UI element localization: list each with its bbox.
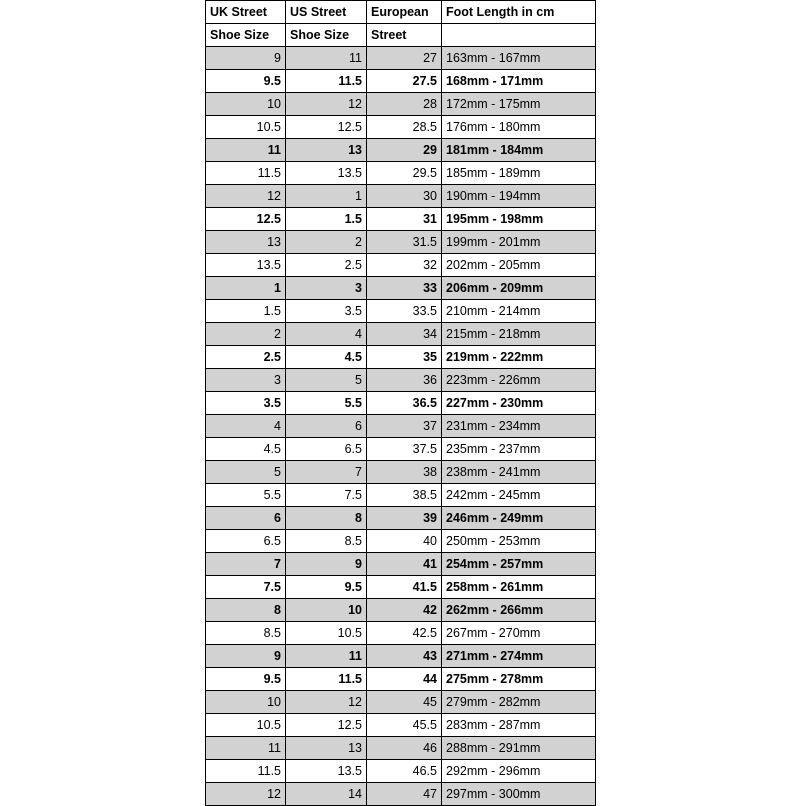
cell-us-size: 7	[286, 461, 367, 484]
cell-eu-size: 44	[367, 668, 442, 691]
cell-foot-length: 181mm - 184mm	[442, 139, 596, 162]
table-row	[206, 185, 596, 208]
cell-eu-size: 42	[367, 599, 442, 622]
cell-us-size: 3.5	[286, 300, 367, 323]
cell-eu-size: 45.5	[367, 714, 442, 737]
cell-foot-length: 250mm - 253mm	[442, 530, 596, 553]
cell-foot-length: 190mm - 194mm	[442, 185, 596, 208]
cell-foot-length: 231mm - 234mm	[442, 415, 596, 438]
table-row	[206, 714, 596, 737]
table-row	[206, 369, 596, 392]
cell-us-size: 4	[286, 323, 367, 346]
column-header-eu-2: Street	[367, 24, 442, 47]
cell-foot-length: 275mm - 278mm	[442, 668, 596, 691]
cell-foot-length: 292mm - 296mm	[442, 760, 596, 783]
table-row	[206, 277, 596, 300]
cell-foot-length: 271mm - 274mm	[442, 645, 596, 668]
table-row	[206, 507, 596, 530]
cell-eu-size: 43	[367, 645, 442, 668]
cell-us-size: 11	[286, 47, 367, 70]
cell-uk-size: 9	[206, 645, 286, 668]
cell-uk-size: 2	[206, 323, 286, 346]
cell-us-size: 12	[286, 691, 367, 714]
cell-foot-length: 185mm - 189mm	[442, 162, 596, 185]
cell-us-size: 10.5	[286, 622, 367, 645]
cell-uk-size: 12.5	[206, 208, 286, 231]
cell-eu-size: 45	[367, 691, 442, 714]
cell-uk-size: 13	[206, 231, 286, 254]
cell-eu-size: 28.5	[367, 116, 442, 139]
cell-uk-size: 8.5	[206, 622, 286, 645]
column-header-uk-2: Shoe Size	[206, 24, 286, 47]
table-row	[206, 254, 596, 277]
cell-eu-size: 34	[367, 323, 442, 346]
cell-eu-size: 42.5	[367, 622, 442, 645]
cell-foot-length: 210mm - 214mm	[442, 300, 596, 323]
cell-us-size: 3	[286, 277, 367, 300]
cell-us-size: 8	[286, 507, 367, 530]
cell-eu-size: 46	[367, 737, 442, 760]
table-row	[206, 231, 596, 254]
cell-us-size: 13.5	[286, 760, 367, 783]
cell-foot-length: 283mm - 287mm	[442, 714, 596, 737]
cell-us-size: 9.5	[286, 576, 367, 599]
cell-us-size: 9	[286, 553, 367, 576]
table-row	[206, 668, 596, 691]
cell-foot-length: 168mm - 171mm	[442, 70, 596, 93]
cell-eu-size: 38	[367, 461, 442, 484]
cell-foot-length: 223mm - 226mm	[442, 369, 596, 392]
cell-uk-size: 9.5	[206, 668, 286, 691]
table-row	[206, 484, 596, 507]
table-row	[206, 70, 596, 93]
table-row	[206, 47, 596, 70]
cell-us-size: 13.5	[286, 162, 367, 185]
cell-uk-size: 4	[206, 415, 286, 438]
table-header-row-2	[206, 24, 596, 47]
size-chart-sheet	[205, 0, 595, 806]
table-row	[206, 93, 596, 116]
cell-foot-length: 206mm - 209mm	[442, 277, 596, 300]
cell-eu-size: 39	[367, 507, 442, 530]
table-row	[206, 323, 596, 346]
table-body	[206, 47, 596, 806]
cell-us-size: 12.5	[286, 714, 367, 737]
table-row	[206, 346, 596, 369]
cell-uk-size: 3.5	[206, 392, 286, 415]
cell-uk-size: 6.5	[206, 530, 286, 553]
cell-eu-size: 29.5	[367, 162, 442, 185]
cell-uk-size: 3	[206, 369, 286, 392]
cell-foot-length: 195mm - 198mm	[442, 208, 596, 231]
table-row	[206, 645, 596, 668]
column-header-us-2: Shoe Size	[286, 24, 367, 47]
cell-uk-size: 12	[206, 185, 286, 208]
cell-eu-size: 40	[367, 530, 442, 553]
cell-uk-size: 11.5	[206, 760, 286, 783]
cell-eu-size: 38.5	[367, 484, 442, 507]
cell-uk-size: 5	[206, 461, 286, 484]
cell-eu-size: 32	[367, 254, 442, 277]
cell-uk-size: 2.5	[206, 346, 286, 369]
cell-foot-length: 297mm - 300mm	[442, 783, 596, 806]
column-header-us-1: US Street	[286, 1, 367, 24]
cell-eu-size: 37	[367, 415, 442, 438]
cell-us-size: 7.5	[286, 484, 367, 507]
cell-uk-size: 11.5	[206, 162, 286, 185]
table-row	[206, 415, 596, 438]
cell-foot-length: 215mm - 218mm	[442, 323, 596, 346]
cell-eu-size: 29	[367, 139, 442, 162]
cell-foot-length: 235mm - 237mm	[442, 438, 596, 461]
cell-us-size: 1.5	[286, 208, 367, 231]
cell-foot-length: 172mm - 175mm	[442, 93, 596, 116]
table-row	[206, 139, 596, 162]
cell-us-size: 6	[286, 415, 367, 438]
cell-uk-size: 6	[206, 507, 286, 530]
cell-uk-size: 8	[206, 599, 286, 622]
cell-us-size: 14	[286, 783, 367, 806]
cell-foot-length: 242mm - 245mm	[442, 484, 596, 507]
cell-eu-size: 31	[367, 208, 442, 231]
cell-eu-size: 37.5	[367, 438, 442, 461]
cell-foot-length: 258mm - 261mm	[442, 576, 596, 599]
table-row	[206, 392, 596, 415]
cell-uk-size: 1.5	[206, 300, 286, 323]
cell-us-size: 2.5	[286, 254, 367, 277]
table-row	[206, 438, 596, 461]
cell-eu-size: 31.5	[367, 231, 442, 254]
cell-foot-length: 262mm - 266mm	[442, 599, 596, 622]
cell-uk-size: 13.5	[206, 254, 286, 277]
cell-us-size: 4.5	[286, 346, 367, 369]
cell-uk-size: 10.5	[206, 116, 286, 139]
cell-foot-length: 176mm - 180mm	[442, 116, 596, 139]
column-header-eu-1: European	[367, 1, 442, 24]
cell-uk-size: 10	[206, 691, 286, 714]
table-row	[206, 300, 596, 323]
cell-uk-size: 4.5	[206, 438, 286, 461]
column-header-footlength-2	[442, 24, 596, 47]
table-row	[206, 208, 596, 231]
cell-foot-length: 238mm - 241mm	[442, 461, 596, 484]
cell-us-size: 2	[286, 231, 367, 254]
cell-eu-size: 47	[367, 783, 442, 806]
column-header-footlength: Foot Length in cm	[442, 1, 596, 24]
cell-eu-size: 33.5	[367, 300, 442, 323]
cell-eu-size: 36	[367, 369, 442, 392]
cell-uk-size: 1	[206, 277, 286, 300]
cell-eu-size: 41	[367, 553, 442, 576]
shoe-size-table	[205, 0, 596, 806]
cell-foot-length: 199mm - 201mm	[442, 231, 596, 254]
cell-us-size: 11.5	[286, 70, 367, 93]
cell-us-size: 5.5	[286, 392, 367, 415]
cell-uk-size: 10	[206, 93, 286, 116]
cell-foot-length: 163mm - 167mm	[442, 47, 596, 70]
cell-us-size: 10	[286, 599, 367, 622]
cell-us-size: 11	[286, 645, 367, 668]
table-row	[206, 599, 596, 622]
table-row	[206, 576, 596, 599]
cell-uk-size: 11	[206, 139, 286, 162]
table-row	[206, 691, 596, 714]
table-row	[206, 461, 596, 484]
cell-foot-length: 219mm - 222mm	[442, 346, 596, 369]
table-row	[206, 737, 596, 760]
cell-foot-length: 279mm - 282mm	[442, 691, 596, 714]
cell-foot-length: 202mm - 205mm	[442, 254, 596, 277]
table-row	[206, 783, 596, 806]
cell-eu-size: 30	[367, 185, 442, 208]
table-row	[206, 116, 596, 139]
cell-eu-size: 27	[367, 47, 442, 70]
cell-eu-size: 33	[367, 277, 442, 300]
cell-us-size: 13	[286, 737, 367, 760]
cell-us-size: 6.5	[286, 438, 367, 461]
cell-eu-size: 36.5	[367, 392, 442, 415]
table-row	[206, 622, 596, 645]
table-row	[206, 162, 596, 185]
cell-foot-length: 254mm - 257mm	[442, 553, 596, 576]
cell-us-size: 12.5	[286, 116, 367, 139]
table-row	[206, 760, 596, 783]
cell-eu-size: 46.5	[367, 760, 442, 783]
cell-eu-size: 35	[367, 346, 442, 369]
cell-uk-size: 5.5	[206, 484, 286, 507]
cell-uk-size: 9.5	[206, 70, 286, 93]
cell-us-size: 13	[286, 139, 367, 162]
column-header-uk-1: UK Street	[206, 1, 286, 24]
cell-uk-size: 7	[206, 553, 286, 576]
cell-uk-size: 10.5	[206, 714, 286, 737]
cell-foot-length: 288mm - 291mm	[442, 737, 596, 760]
cell-foot-length: 267mm - 270mm	[442, 622, 596, 645]
cell-uk-size: 12	[206, 783, 286, 806]
table-row	[206, 553, 596, 576]
cell-us-size: 12	[286, 93, 367, 116]
cell-uk-size: 11	[206, 737, 286, 760]
cell-eu-size: 28	[367, 93, 442, 116]
table-header-row-1	[206, 1, 596, 24]
cell-eu-size: 41.5	[367, 576, 442, 599]
cell-us-size: 5	[286, 369, 367, 392]
cell-eu-size: 27.5	[367, 70, 442, 93]
table-row	[206, 530, 596, 553]
cell-us-size: 8.5	[286, 530, 367, 553]
cell-uk-size: 7.5	[206, 576, 286, 599]
cell-uk-size: 9	[206, 47, 286, 70]
cell-foot-length: 227mm - 230mm	[442, 392, 596, 415]
cell-us-size: 1	[286, 185, 367, 208]
cell-foot-length: 246mm - 249mm	[442, 507, 596, 530]
cell-us-size: 11.5	[286, 668, 367, 691]
table-header	[206, 1, 596, 47]
